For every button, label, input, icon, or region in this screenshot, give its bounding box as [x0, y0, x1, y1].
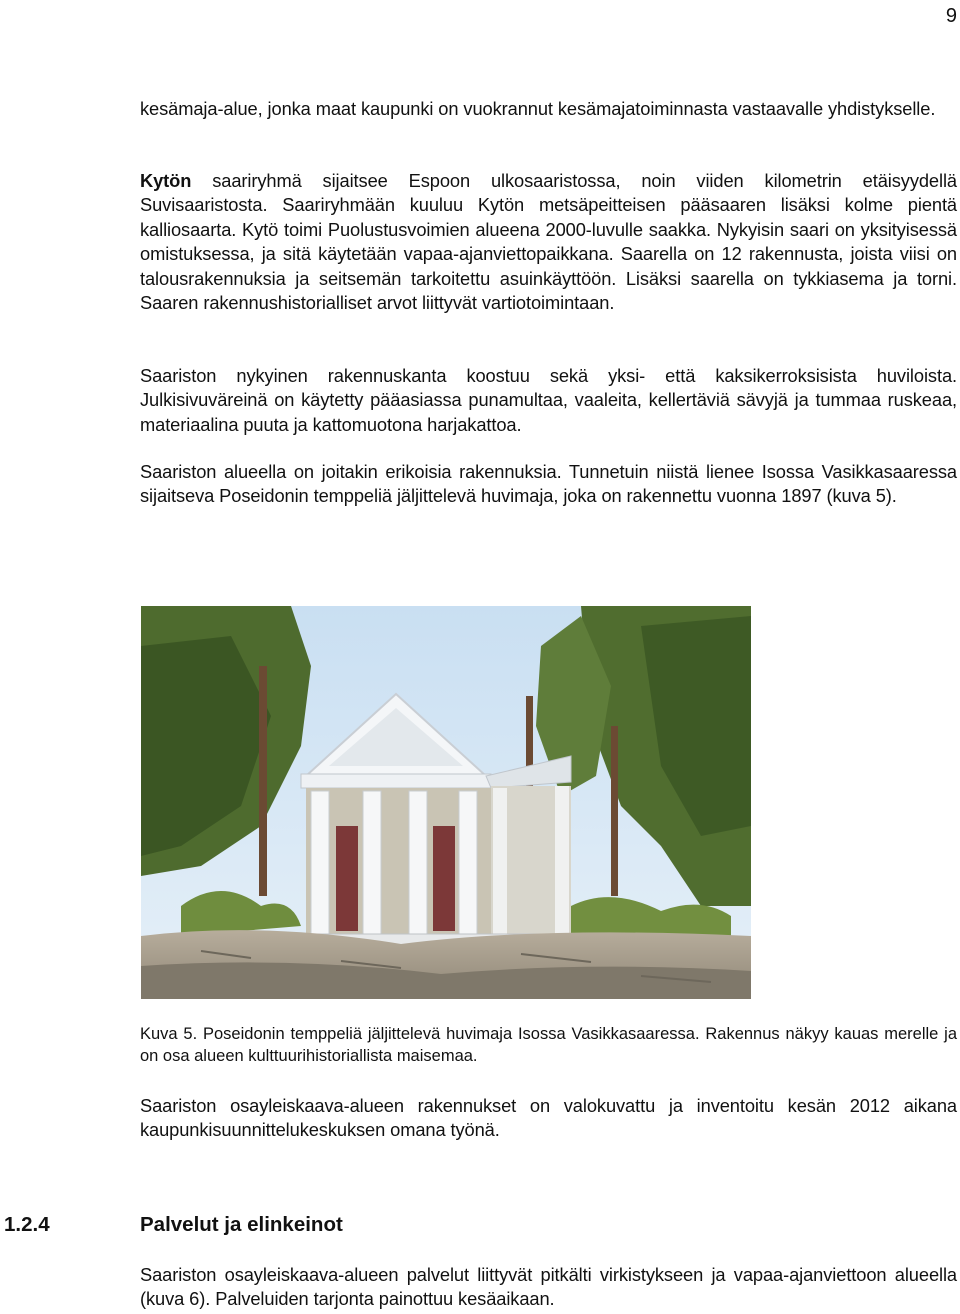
paragraph-5: Saariston osayleiskaava-alueen rakennukset on valokuvattu ja inventoitu kesän 2012 aikana kaupunkisuunnittelukeskuksen omana työnä. — [140, 1095, 957, 1141]
paragraph-3: Saariston nykyinen rakennuskanta koostuu sekä yksi- että kaksikerroksisista huviloista. Julkisivuväreinä on käytetty pääasiassa punamultaa, vaaleita, kellertäviä sävyjä ja tummaa ruskeaa, materiaalina puuta ja kattomuotona harjakattoa. — [140, 365, 957, 435]
paragraph-2 — [140, 169, 957, 315]
section-title: Palvelut ja elinkeinot — [140, 1213, 343, 1236]
paragraph-6: Saariston osayleiskaava-alueen palvelut liittyvät pitkälti virkistykseen ja vapaa-ajanviettoon alueella (kuva 6). Palveluiden tarjonta painottuu kesäaikaan. — [140, 1264, 957, 1310]
section-number: 1.2.4 — [4, 1213, 50, 1236]
temple-pavilion-photo — [141, 606, 751, 999]
page-number: 9 — [945, 5, 957, 27]
paragraph-4: Saariston alueella on joitakin erikoisia rakennuksia. Tunnetuin niistä lienee Isossa Vasikkasaaressa sijaitseva Poseidonin temppeliä jäljittelevä huvimaja, joka on rakennettu vuonna 1897 (kuva 5). — [140, 461, 957, 507]
paragraph-2-body: saariryhmä sijaitsee Espoon ulkosaaristossa, noin viiden kilometrin etäisyydellä Suvisaaristosta. Saariryhmään kuuluu Kytön metsäpeitteisen pääsaaren lisäksi kolme pientä kalliosaarta. Kytö toimi Puolustusvoimien alueena 2000-luvulle saakka. Nykyisin saari on yksityisessä omistuksessa, ja sitä käytetään vapaa-ajanviettopaikkana. Saarella on 12 rakennusta, joista viisi on talousrakennuksia ja seitsemän tarkoitettu asuinkäyttöön. Lisäksi saarella on tykkiasema ja torni. Saaren rakennushistorialliset arvot liittyvät vartiotoimintaan. — [140, 170, 957, 314]
figure-caption: Kuva 5. Poseidonin temppeliä jäljittelevä huvimaja Isossa Vasikkasaaressa. Rakennus näkyy kauas merelle ja on osa alueen kulttuurihistoriallista maisemaa. — [140, 1025, 957, 1065]
paragraph-2-lead: Kytön — [140, 170, 192, 191]
paragraph-1: kesämaja-alue, jonka maat kaupunki on vuokrannut kesämajatoiminnasta vastaavalle yhdistykselle. — [140, 98, 936, 119]
